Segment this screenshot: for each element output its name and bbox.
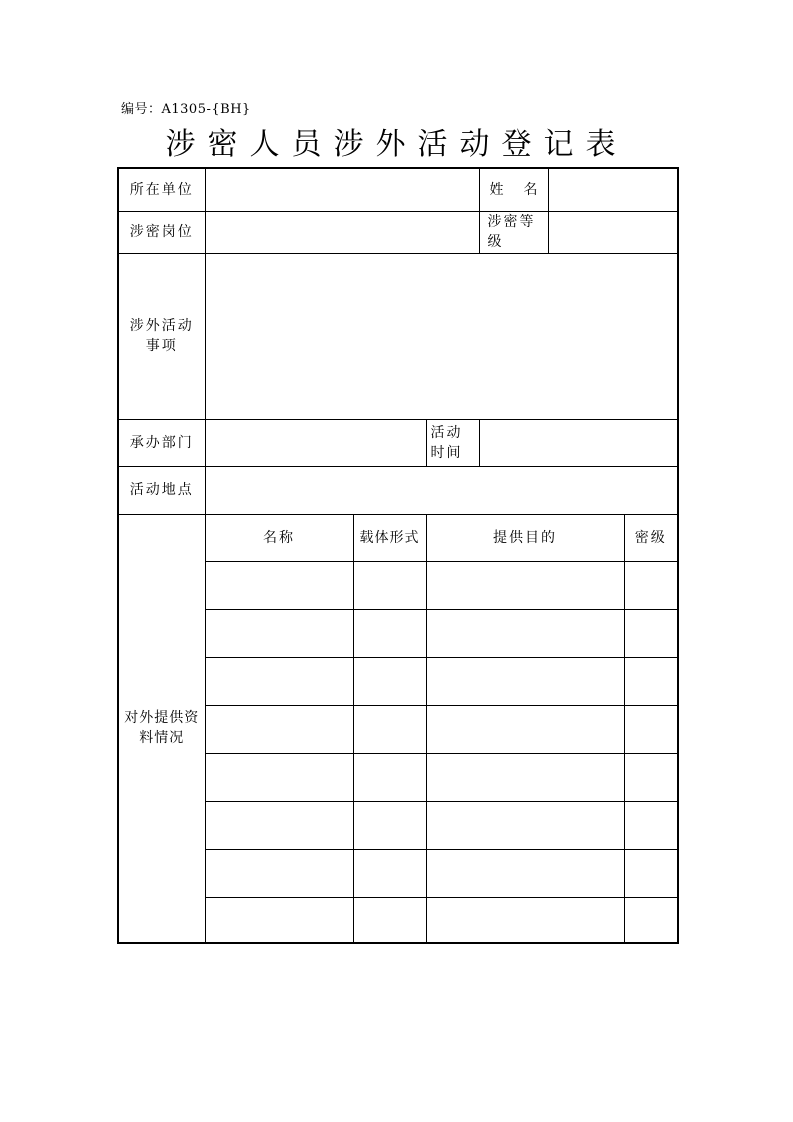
dept-label: 承办部门 (118, 419, 205, 466)
dept-field[interactable] (205, 419, 426, 466)
col-header-purpose: 提供目的 (426, 514, 624, 561)
material-name-cell[interactable] (205, 705, 353, 753)
location-label: 活动地点 (118, 466, 205, 514)
form-title: 涉密人员涉外活动登记表 (165, 127, 628, 162)
activity-label: 涉外活动 事项 (118, 253, 205, 419)
col-header-classification: 密级 (624, 514, 678, 561)
material-carrier-cell[interactable] (353, 849, 426, 897)
material-classification-cell[interactable] (624, 753, 678, 801)
name-label: 姓 名 (479, 168, 548, 211)
material-name-cell[interactable] (205, 561, 353, 609)
materials-label: 对外提供资 料情况 (118, 514, 205, 943)
position-label: 涉密岗位 (118, 211, 205, 253)
activity-field[interactable] (205, 253, 678, 419)
material-purpose-cell[interactable] (426, 897, 624, 943)
name-field[interactable] (548, 168, 678, 211)
registration-form (117, 167, 679, 944)
level-field[interactable] (548, 211, 678, 253)
unit-field[interactable] (205, 168, 479, 211)
material-purpose-cell[interactable] (426, 801, 624, 849)
material-carrier-cell[interactable] (353, 561, 426, 609)
material-carrier-cell[interactable] (353, 897, 426, 943)
material-classification-cell[interactable] (624, 801, 678, 849)
material-purpose-cell[interactable] (426, 657, 624, 705)
col-header-name: 名称 (205, 514, 353, 561)
material-classification-cell[interactable] (624, 897, 678, 943)
level-label: 涉密等级 (479, 211, 548, 253)
material-carrier-cell[interactable] (353, 657, 426, 705)
material-carrier-cell[interactable] (353, 609, 426, 657)
material-purpose-cell[interactable] (426, 609, 624, 657)
material-name-cell[interactable] (205, 849, 353, 897)
material-purpose-cell[interactable] (426, 753, 624, 801)
material-purpose-cell[interactable] (426, 561, 624, 609)
col-header-carrier: 载体形式 (353, 514, 426, 561)
time-field[interactable] (479, 419, 678, 466)
material-classification-cell[interactable] (624, 561, 678, 609)
document-code: 编号：A1305-{BH} (121, 102, 251, 117)
position-field[interactable] (205, 211, 479, 253)
material-carrier-cell[interactable] (353, 801, 426, 849)
location-field[interactable] (205, 466, 678, 514)
material-classification-cell[interactable] (624, 705, 678, 753)
material-name-cell[interactable] (205, 897, 353, 943)
material-name-cell[interactable] (205, 753, 353, 801)
material-purpose-cell[interactable] (426, 705, 624, 753)
material-carrier-cell[interactable] (353, 753, 426, 801)
material-classification-cell[interactable] (624, 657, 678, 705)
material-name-cell[interactable] (205, 801, 353, 849)
material-carrier-cell[interactable] (353, 705, 426, 753)
material-purpose-cell[interactable] (426, 849, 624, 897)
unit-label: 所在单位 (118, 168, 205, 211)
material-classification-cell[interactable] (624, 609, 678, 657)
time-label: 活动时间 (426, 419, 479, 466)
material-classification-cell[interactable] (624, 849, 678, 897)
material-name-cell[interactable] (205, 609, 353, 657)
material-name-cell[interactable] (205, 657, 353, 705)
